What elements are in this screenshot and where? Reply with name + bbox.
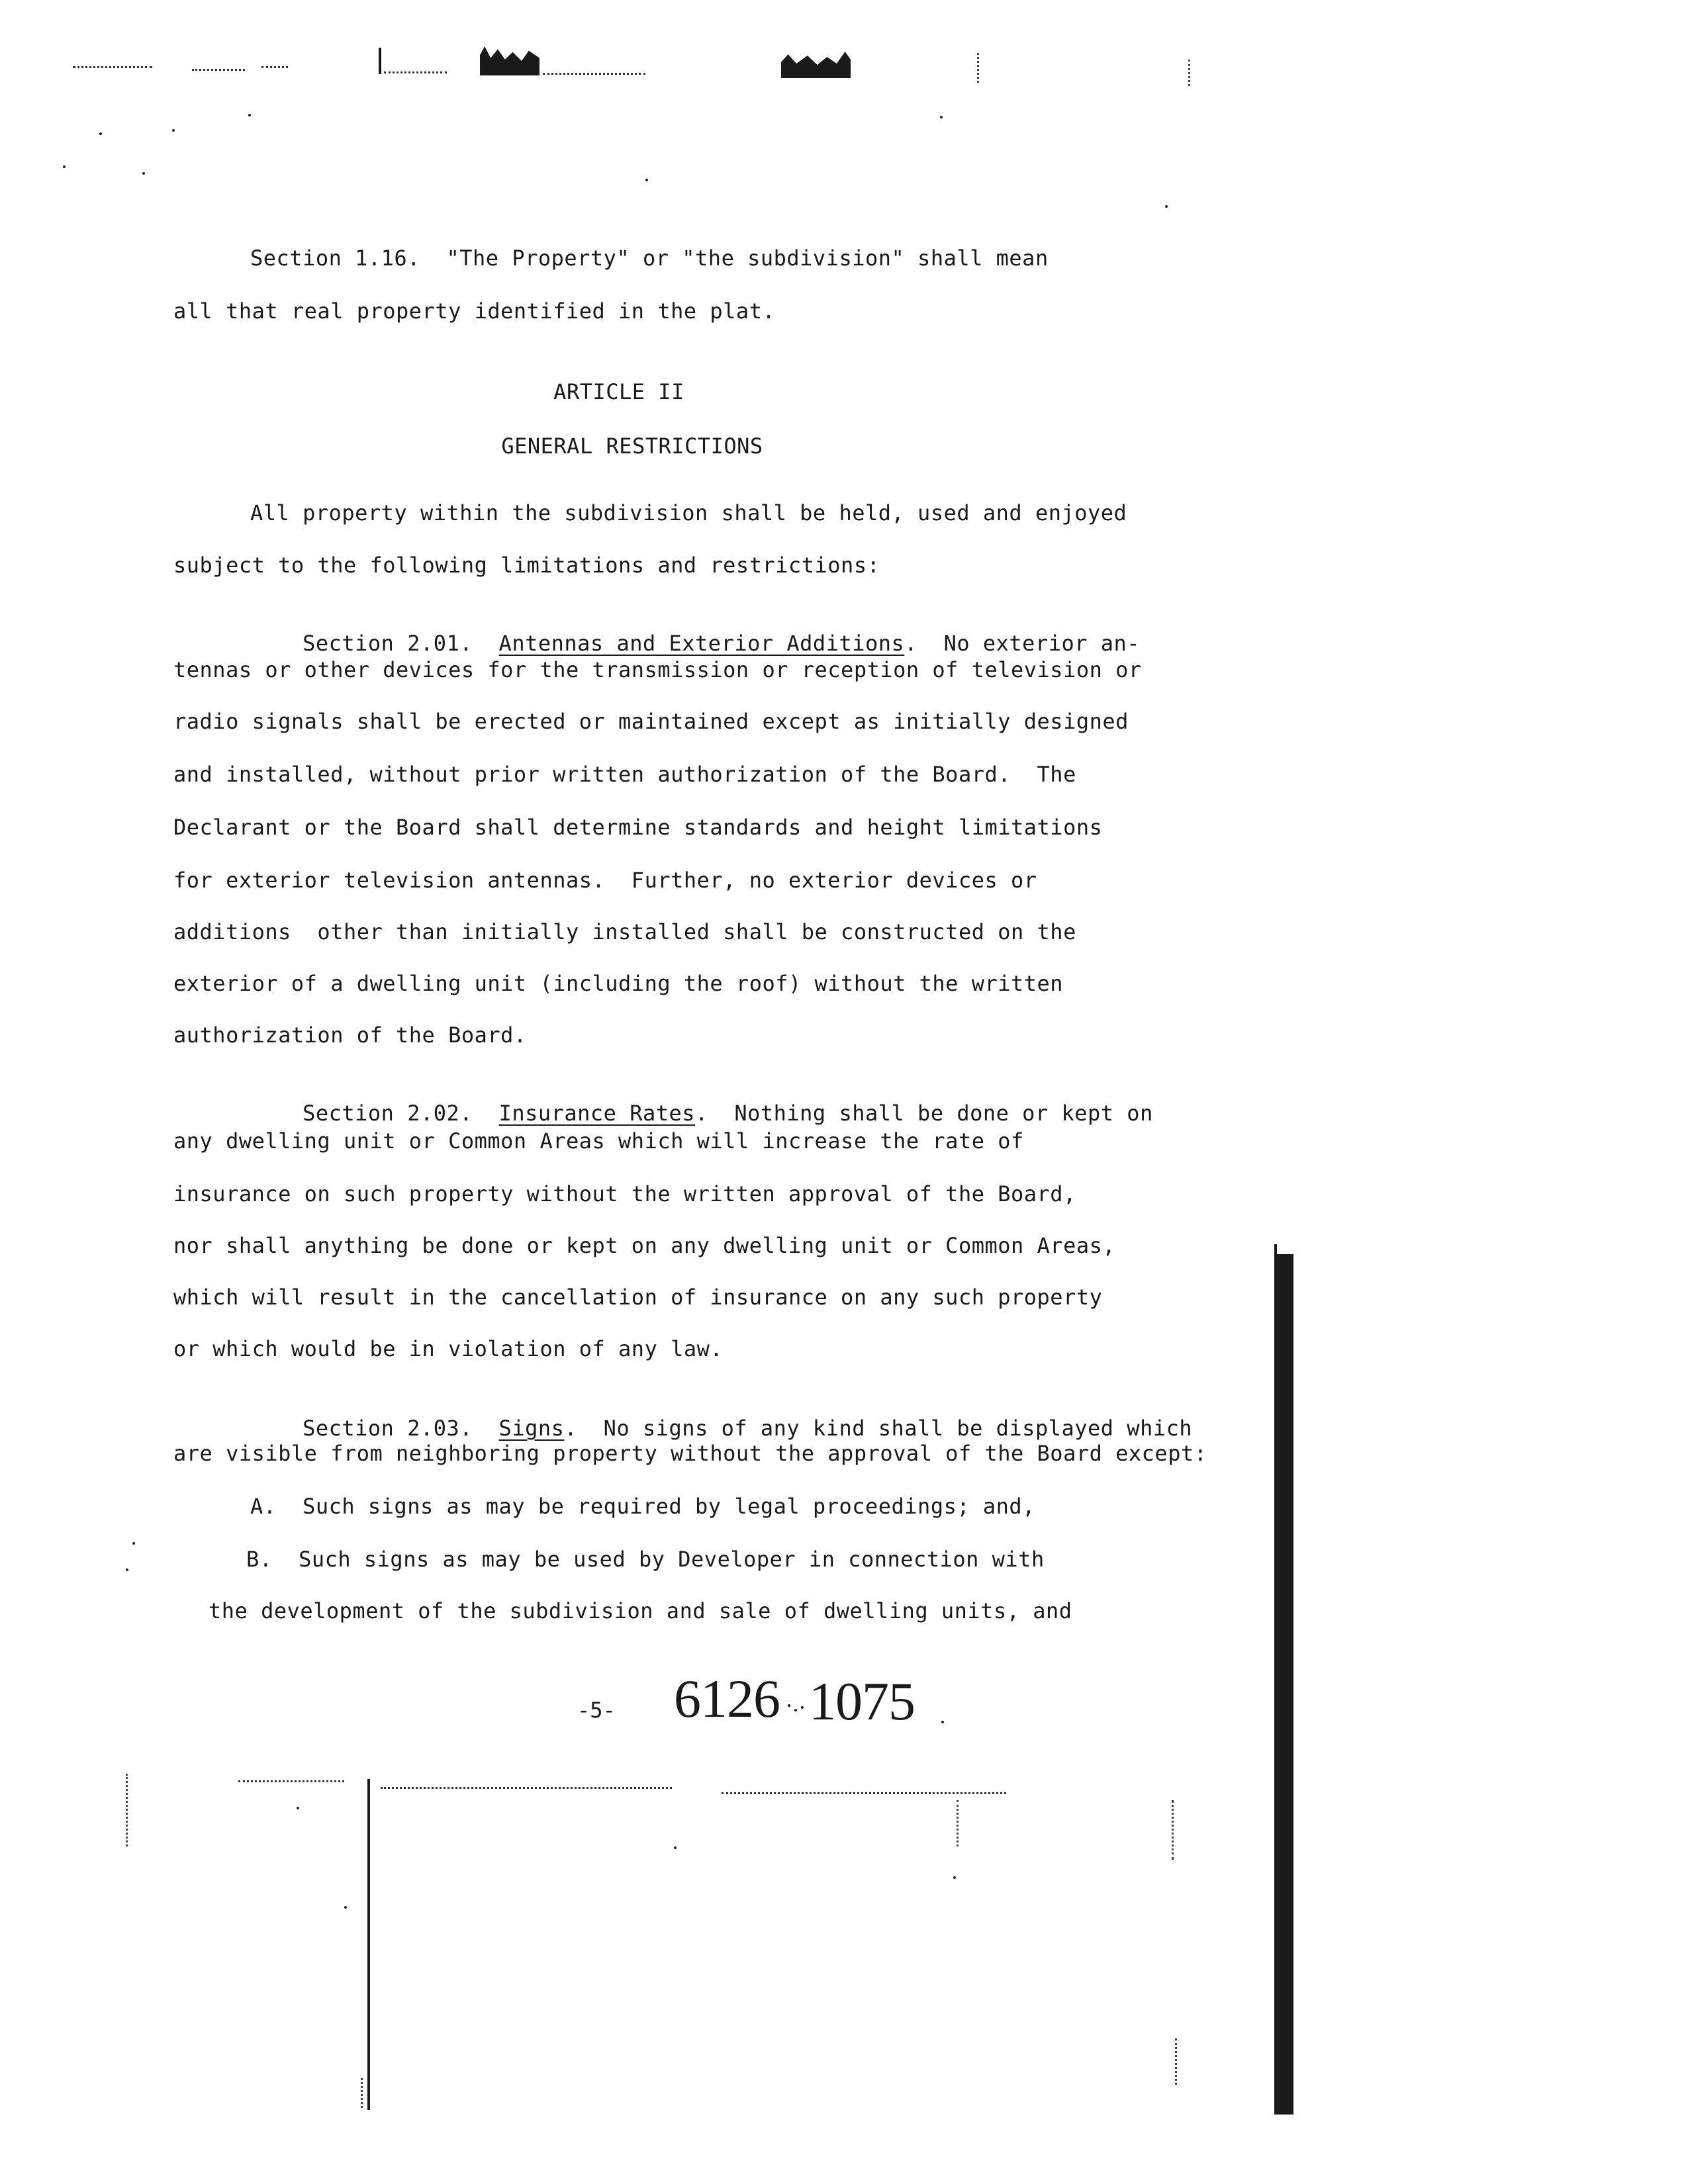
section-2-01-line: authorization of the Board. <box>173 1023 527 1048</box>
section-2-01-lead: . No exterior an- <box>904 631 1141 656</box>
scan-artifact-blot-2 <box>781 52 851 78</box>
section-2-02-label: Section 2.02. <box>303 1101 499 1126</box>
section-1-16-line-2: all that real property identified in the plat. <box>173 298 776 324</box>
section-2-01-line: Declarant or the Board shall determine standards and height limitations <box>173 815 1103 840</box>
article-title: GENERAL RESTRICTIONS <box>501 433 763 459</box>
scan-artifact-bottom-2 <box>381 1787 672 1789</box>
section-2-03-item-b: B. Such signs as may be used by Developer in connection with <box>246 1547 1045 1572</box>
scan-speck <box>132 1542 135 1545</box>
section-2-01-line: tennas or other devices for the transmission or reception of television or <box>173 657 1142 682</box>
scan-speck <box>645 179 648 181</box>
section-2-01-line: additions other than initially installed shall be constructed on the <box>173 919 1076 944</box>
intro-line-1: All property within the subdivision shall be held, used and enjoyed <box>250 500 1127 525</box>
scan-speck <box>248 114 251 116</box>
section-2-02-line: any dwelling unit or Common Areas which will increase the rate of <box>173 1128 1024 1154</box>
scan-speck <box>297 1807 299 1809</box>
article-number: ARTICLE II <box>553 379 684 404</box>
section-2-02-line: which will result in the cancellation of insurance on any such property <box>173 1285 1103 1310</box>
scan-artifact-blot-1 <box>480 46 539 75</box>
section-2-01-line: exterior of a dwelling unit (including the roof) without the written <box>173 971 1064 996</box>
scan-speck <box>142 172 145 175</box>
scan-artifact-bottom-1 <box>238 1780 344 1782</box>
scan-artifact-top-c <box>384 71 447 73</box>
scan-speck <box>940 116 943 118</box>
section-2-02-lead: . Nothing shall be done or kept on <box>695 1101 1153 1126</box>
section-2-03-item-a: A. Such signs as may be required by legal proceedings; and, <box>250 1494 1035 1519</box>
section-2-03-label: Section 2.03. <box>303 1416 499 1441</box>
scan-artifact-top-a <box>192 69 245 71</box>
scan-speck <box>172 129 175 132</box>
scan-speck <box>941 1721 944 1723</box>
scan-artifact-vert-6 <box>1175 2038 1177 2085</box>
section-2-03-item-b-continued: the development of the subdivision and sale of dwelling units, and <box>209 1598 1072 1623</box>
scan-artifact-vert-5 <box>1172 1800 1174 1860</box>
scan-artifact-vert-7 <box>361 2078 363 2108</box>
scan-speck <box>1165 205 1168 208</box>
scan-artifact-vert-4 <box>957 1800 959 1846</box>
stamp-speck <box>794 1709 797 1711</box>
scan-artifact-vertical-rule <box>367 1779 370 2110</box>
page-stamp-number: 1075 <box>809 1671 915 1731</box>
section-2-02-line: nor shall anything be done or kept on any dwelling unit or Common Areas, <box>173 1233 1116 1258</box>
stamp-speck <box>801 1706 804 1709</box>
section-2-02-heading: Insurance Rates <box>498 1101 696 1126</box>
section-2-03-heading: Signs <box>498 1416 565 1441</box>
scan-artifact-top-b <box>261 66 288 68</box>
scan-artifact-vert-2 <box>1188 60 1190 86</box>
section-2-03-line-2: are visible from neighboring property without the approval of the Board except: <box>173 1441 1207 1466</box>
section-2-01-label: Section 2.01. <box>303 631 499 656</box>
scan-artifact-vert-1 <box>977 53 979 83</box>
scan-artifact-bottom-3 <box>722 1792 1006 1794</box>
stamp-speck <box>788 1704 790 1707</box>
section-1-16-line-1: Section 1.16. "The Property" or "the subdivision" shall mean <box>250 246 1049 271</box>
scan-artifact-tick <box>379 48 381 74</box>
section-2-01-line: radio signals shall be erected or maintained except as initially designed <box>173 709 1129 734</box>
book-number-stamp: 6126 <box>674 1668 780 1729</box>
scan-speck <box>126 1569 128 1571</box>
section-2-01-line: for exterior television antennas. Further, no exterior devices or <box>173 868 1037 893</box>
scan-speck <box>674 1846 677 1849</box>
scan-speck <box>344 1906 347 1909</box>
scan-speck <box>63 165 66 168</box>
scan-edge-bar <box>1276 1254 1293 2115</box>
scan-artifact-top-d <box>543 73 645 75</box>
scan-edge-bar-thin <box>1274 1244 1277 2115</box>
section-2-03-lead: . No signs of any kind shall be displayed which <box>564 1416 1193 1441</box>
scan-artifact-vert-3 <box>126 1774 128 1846</box>
scan-speck <box>953 1876 956 1879</box>
page-number: -5- <box>577 1698 616 1723</box>
scan-speck <box>99 132 102 135</box>
section-2-01-heading: Antennas and Exterior Additions <box>498 631 905 656</box>
section-2-02-line: insurance on such property without the written approval of the Board, <box>173 1181 1076 1206</box>
section-2-02-line: or which would be in violation of any law. <box>173 1336 724 1361</box>
section-2-01-line: and installed, without prior written authorization of the Board. The <box>173 762 1076 787</box>
scan-artifact-top-left <box>73 66 152 68</box>
intro-line-2: subject to the following limitations and restrictions: <box>173 553 880 578</box>
